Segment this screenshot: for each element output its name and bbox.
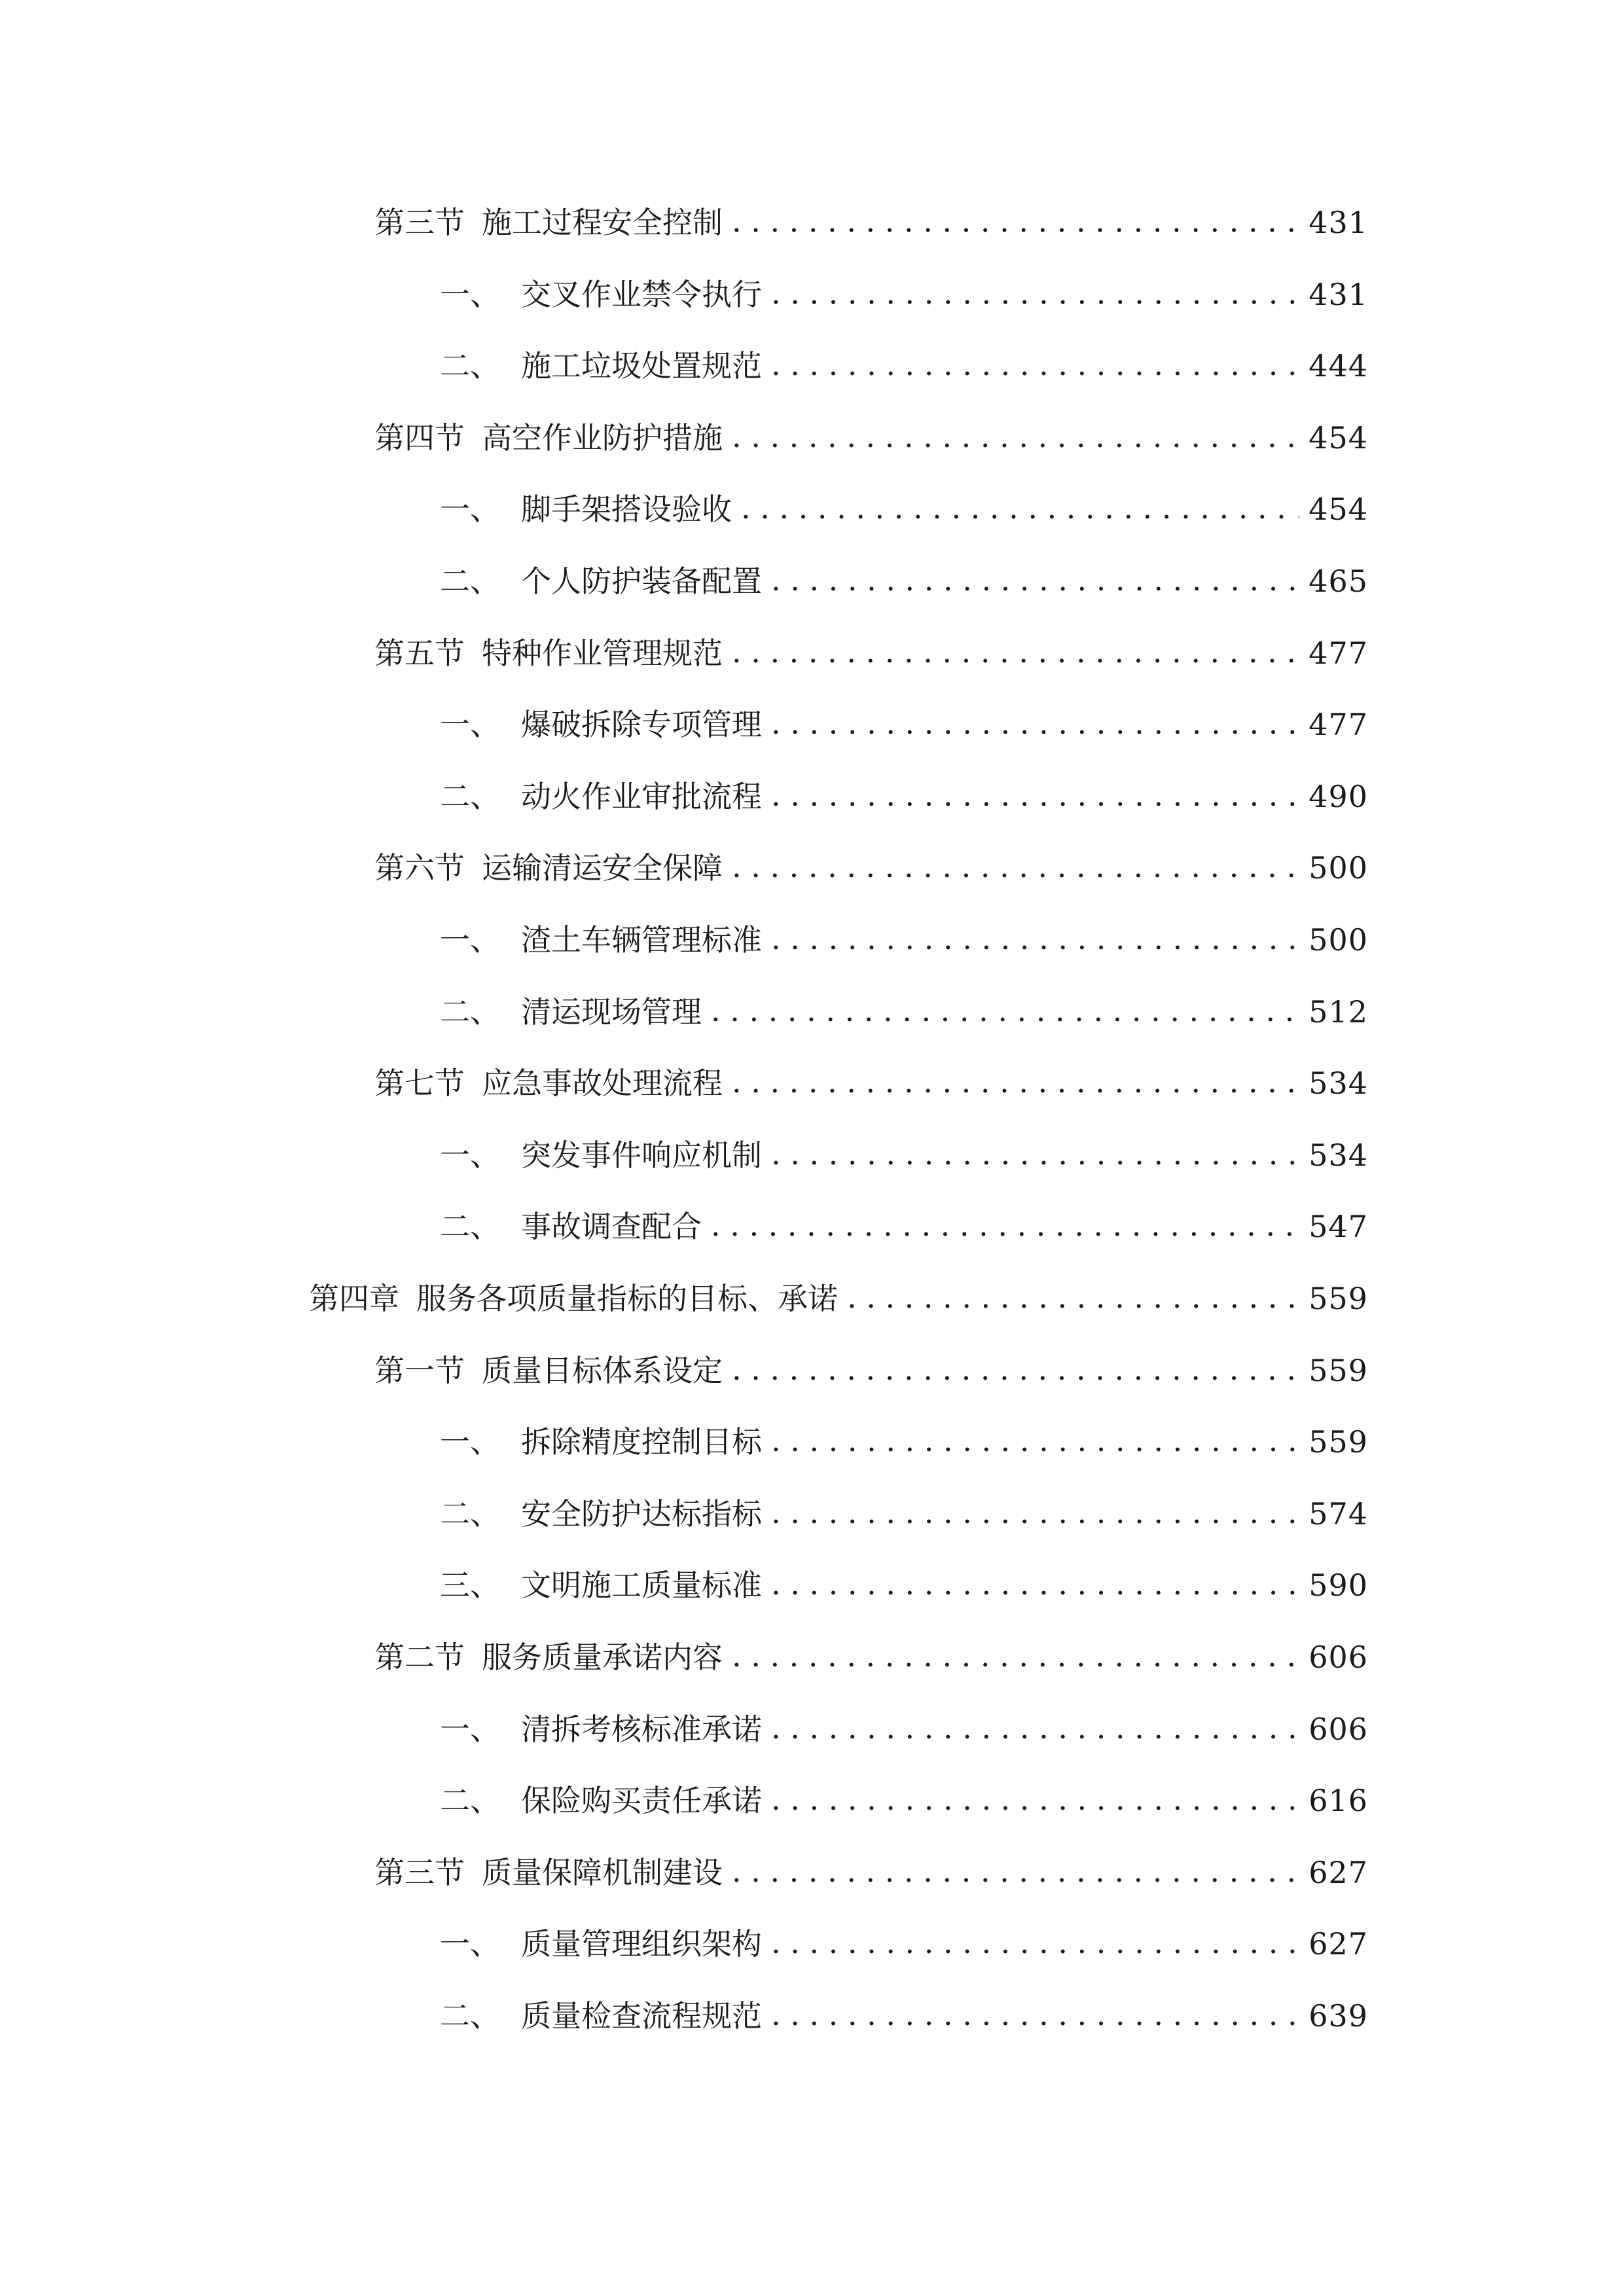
toc-entry-title: 清拆考核标准承诺 <box>521 1712 762 1747</box>
toc-entry-section <box>374 627 1368 679</box>
toc-entry-number: 一、 <box>440 922 500 958</box>
toc-dot-leader <box>847 1271 1299 1323</box>
toc-entry-title: 保险购买责任承诺 <box>521 1783 762 1818</box>
toc-dot-leader <box>732 1845 1299 1897</box>
toc-entry-title: 质量目标体系设定 <box>482 1353 723 1388</box>
toc-entry-item <box>440 1774 1368 1827</box>
toc-dot-leader <box>771 554 1299 606</box>
toc-entry-page-number: 512 <box>1308 994 1368 1030</box>
toc-entry-item <box>440 698 1368 751</box>
toc-entry-number: 一、 <box>440 1138 500 1173</box>
toc-entry-title: 爆破拆除专项管理 <box>521 707 762 742</box>
toc-entry-number: 二、 <box>440 348 500 384</box>
toc-entry-item <box>440 1200 1368 1253</box>
toc-dot-leader <box>732 195 1299 247</box>
toc-entry-title: 事故调查配合 <box>521 1209 702 1244</box>
toc-entry-title: 拆除精度控制目标 <box>521 1424 762 1460</box>
toc-entry-page-number: 465 <box>1308 564 1368 599</box>
toc-entry-section <box>374 1631 1368 1683</box>
toc-entry-page-number: 444 <box>1308 348 1368 384</box>
toc-dot-leader <box>771 912 1299 965</box>
toc-entry-number: 二、 <box>440 994 500 1030</box>
toc-entry-item <box>440 1559 1368 1611</box>
toc-entry-title: 清运现场管理 <box>521 994 702 1030</box>
toc-dot-leader <box>771 769 1299 821</box>
toc-dot-leader <box>771 1486 1299 1539</box>
toc-entry-page-number: 431 <box>1308 205 1368 240</box>
toc-dot-leader <box>771 697 1299 749</box>
toc-entry-page-number: 606 <box>1308 1640 1368 1675</box>
toc-entry-title: 脚手架搭设验收 <box>521 492 732 527</box>
toc-entry-section <box>374 842 1368 894</box>
toc-entry-page-number: 431 <box>1308 277 1368 312</box>
toc-entry-title: 高空作业防护措施 <box>482 420 723 456</box>
toc-dot-leader <box>732 1630 1299 1682</box>
toc-entry-page-number: 627 <box>1308 1926 1368 1962</box>
toc-dot-leader <box>771 1414 1299 1467</box>
toc-entry-page-number: 574 <box>1308 1496 1368 1532</box>
toc-entry-number: 第四节 <box>374 420 465 456</box>
toc-entry-page-number: 490 <box>1308 779 1368 814</box>
toc-dot-leader <box>771 338 1299 391</box>
toc-entry-number: 第四章 <box>309 1281 399 1316</box>
toc-entry-number: 第一节 <box>374 1353 465 1388</box>
toc-entry-title: 特种作业管理规范 <box>482 636 723 671</box>
toc-entry-section <box>374 196 1368 249</box>
toc-entry-item <box>440 1703 1368 1755</box>
toc-entry-title: 质量保障机制建设 <box>482 1855 723 1890</box>
toc-dot-leader <box>771 267 1299 319</box>
toc-entry-number: 一、 <box>440 1926 500 1962</box>
toc-entry-title: 突发事件响应机制 <box>521 1138 762 1173</box>
toc-dot-leader <box>732 840 1299 893</box>
toc-entry-page-number: 547 <box>1308 1209 1368 1244</box>
toc-entry-number: 第三节 <box>374 1855 465 1890</box>
toc-entry-chapter <box>309 1272 1368 1325</box>
toc-entry-number: 二、 <box>440 1496 500 1532</box>
toc-entry-number: 第五节 <box>374 636 465 671</box>
toc-entry-page-number: 500 <box>1308 922 1368 958</box>
toc-entry-page-number: 590 <box>1308 1568 1368 1603</box>
toc-entry-item <box>440 340 1368 392</box>
toc-entry-page-number: 559 <box>1308 1424 1368 1460</box>
toc-entry-number: 一、 <box>440 1712 500 1747</box>
toc-entry-number: 二、 <box>440 1209 500 1244</box>
toc-entry-number: 第二节 <box>374 1640 465 1675</box>
toc-entry-title: 质量检查流程规范 <box>521 1998 762 2034</box>
toc-entry-item <box>440 986 1368 1038</box>
toc-entry-page-number: 454 <box>1308 492 1368 527</box>
toc-entry-title: 个人防护装备配置 <box>521 564 762 599</box>
toc-entry-number: 一、 <box>440 492 500 527</box>
toc-entry-number: 二、 <box>440 1998 500 2034</box>
toc-entry-item <box>440 770 1368 823</box>
toc-entry-title: 安全防护达标指标 <box>521 1496 762 1532</box>
toc-entry-number: 二、 <box>440 1783 500 1818</box>
toc-entry-page-number: 606 <box>1308 1712 1368 1747</box>
toc-entry-number: 第三节 <box>374 205 465 240</box>
toc-entry-page-number: 534 <box>1308 1066 1368 1101</box>
toc-entry-page-number: 534 <box>1308 1138 1368 1173</box>
toc-entry-number: 一、 <box>440 277 500 312</box>
toc-entry-title: 交叉作业禁令执行 <box>521 277 762 312</box>
toc-entry-title: 文明施工质量标准 <box>521 1568 762 1603</box>
toc-entry-number: 第七节 <box>374 1066 465 1101</box>
toc-entry-section <box>374 1846 1368 1899</box>
toc-dot-leader <box>732 1056 1299 1108</box>
toc-entry-number: 二、 <box>440 779 500 814</box>
toc-entry-page-number: 454 <box>1308 420 1368 456</box>
toc-entry-page-number: 559 <box>1308 1281 1368 1316</box>
toc-dot-leader <box>711 984 1299 1037</box>
toc-entry-section <box>374 1057 1368 1109</box>
toc-entry-title: 运输清运安全保障 <box>482 850 723 886</box>
toc-dot-leader <box>741 482 1299 534</box>
toc-dot-leader <box>732 626 1299 678</box>
toc-dot-leader <box>771 1128 1299 1180</box>
toc-entry-item <box>440 268 1368 321</box>
toc-entry-page-number: 627 <box>1308 1855 1368 1890</box>
toc-entry-item <box>440 1918 1368 1970</box>
toc-entry-section <box>374 412 1368 464</box>
toc-dot-leader <box>732 410 1299 463</box>
toc-entry-item <box>440 1416 1368 1468</box>
toc-dot-leader <box>771 1773 1299 1825</box>
toc-entry-title: 施工过程安全控制 <box>482 205 723 240</box>
toc-entry-number: 第六节 <box>374 850 465 886</box>
toc-dot-leader <box>711 1199 1299 1251</box>
toc-entry-number: 三、 <box>440 1568 500 1603</box>
toc-entry-section <box>374 1344 1368 1397</box>
toc-dot-leader <box>771 1916 1299 1969</box>
toc-entry-title: 服务各项质量指标的目标、承诺 <box>416 1281 838 1316</box>
toc-dot-leader <box>771 1702 1299 1754</box>
toc-entry-number: 一、 <box>440 1424 500 1460</box>
toc-entry-number: 二、 <box>440 564 500 599</box>
toc-entry-page-number: 616 <box>1308 1783 1368 1818</box>
toc-entry-item <box>440 1129 1368 1181</box>
toc-dot-leader <box>732 1343 1299 1395</box>
toc-entry-item <box>440 483 1368 535</box>
toc-entry-title: 施工垃圾处置规范 <box>521 348 762 384</box>
toc-entry-item <box>440 555 1368 607</box>
toc-entry-number: 一、 <box>440 707 500 742</box>
toc-entry-item <box>440 1488 1368 1540</box>
toc-entry-title: 渣土车辆管理标准 <box>521 922 762 958</box>
toc-entry-page-number: 559 <box>1308 1353 1368 1388</box>
toc-entry-page-number: 477 <box>1308 636 1368 671</box>
toc-entry-title: 服务质量承诺内容 <box>482 1640 723 1675</box>
toc-entry-item <box>440 1990 1368 2042</box>
toc-entry-page-number: 477 <box>1308 707 1368 742</box>
toc-entry-page-number: 639 <box>1308 1998 1368 2034</box>
toc-entry-item <box>440 914 1368 966</box>
toc-entry-title: 应急事故处理流程 <box>482 1066 723 1101</box>
toc-dot-leader <box>771 1558 1299 1610</box>
toc-entry-page-number: 500 <box>1308 850 1368 886</box>
toc-entry-title: 质量管理组织架构 <box>521 1926 762 1962</box>
toc-dot-leader <box>771 1988 1299 2041</box>
toc-entry-title: 动火作业审批流程 <box>521 779 762 814</box>
